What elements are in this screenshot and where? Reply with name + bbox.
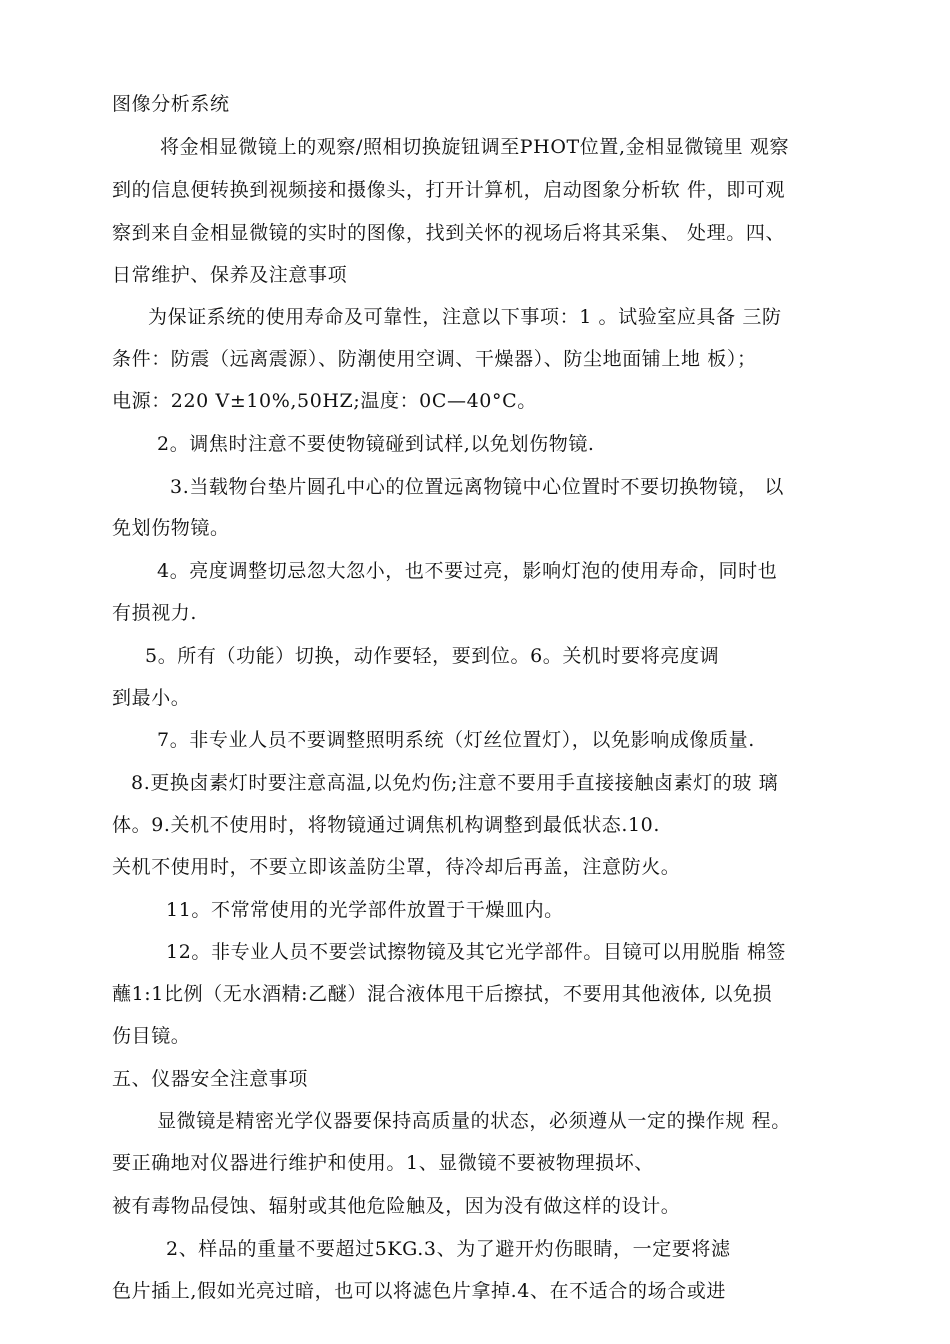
paragraph-line: 色片插上,假如光亮过暗，也可以将滤色片拿掉.4、在不适合的场合或进 (112, 1280, 726, 1302)
paragraph-line: 到最小。 (112, 687, 191, 709)
paragraph-line: 8.更换卤素灯时要注意高温,以免灼伤;注意不要用手直接接触卤素灯的玻 璃 (131, 772, 779, 794)
paragraph-line: 有损视力. (112, 602, 198, 624)
paragraph-line: 到的信息便转换到视频接和摄像头，打开计算机，启动图象分析软 件，即可观 (112, 179, 786, 201)
paragraph-line: 蘸1:1比例（无水酒精:乙醚）混合液体甩干后擦拭，不要用其他液体, 以免损 (112, 983, 773, 1005)
paragraph-line: 11。不常常使用的光学部件放置于干燥皿内。 (166, 899, 564, 921)
paragraph-line: 伤目镜。 (112, 1025, 191, 1047)
paragraph-line: 12。非专业人员不要尝试擦物镜及其它光学部件。目镜可以用脱脂 棉签 (166, 941, 787, 963)
paragraph-line: 7。非专业人员不要调整照明系统（灯丝位置灯），以免影响成像质量. (157, 729, 755, 751)
paragraph-line: 日常维护、保养及注意事项 (112, 264, 348, 286)
paragraph-line: 察到来自金相显微镜的实时的图像，找到关怀的视场后将其采集、 处理。四、 (112, 222, 786, 244)
paragraph-line: 为保证系统的使用寿命及可靠性，注意以下事项：1 。试验室应具备 三防 (148, 306, 782, 328)
paragraph-line: 2。调焦时注意不要使物镜碰到试样,以免划伤物镜. (157, 433, 595, 455)
paragraph-line: 显微镜是精密光学仪器要保持高质量的状态，必须遵从一定的操作规 程。 (157, 1110, 791, 1132)
paragraph-line: 3.当载物台垫片圆孔中心的位置远离物镜中心位置时不要切换物镜， 以 (170, 476, 784, 498)
paragraph-line: 4。亮度调整切忌忽大忽小，也不要过亮，影响灯泡的使用寿命，同时也 (157, 560, 778, 582)
paragraph-line: 电源：220 V±10%,50HZ;温度：0C—40°C。 (112, 390, 537, 412)
paragraph-line: 将金相显微镜上的观察/照相切换旋钮调至PHOT位置,金相显微镜里 观察 (160, 136, 790, 158)
paragraph-line: 要正确地对仪器进行维护和使用。1、显微镜不要被物理损坏、 (112, 1152, 654, 1174)
section-heading: 图像分析系统 (112, 93, 230, 115)
paragraph-line: 5。所有（功能）切换，动作要轻，要到位。6。关机时要将亮度调 (145, 645, 720, 667)
paragraph-line: 关机不使用时，不要立即该盖防尘罩，待冷却后再盖，注意防火。 (112, 856, 681, 878)
section-heading: 五、仪器安全注意事项 (112, 1068, 309, 1090)
paragraph-line: 免划伤物镜。 (112, 517, 230, 539)
paragraph-line: 条件：防震（远离震源）、防潮使用空调、干燥器）、防尘地面铺上地 板）； (112, 348, 757, 370)
paragraph-line: 被有毒物品侵蚀、辐射或其他危险触及，因为没有做这样的设计。 (112, 1195, 681, 1217)
paragraph-line: 2、样品的重量不要超过5KG.3、为了避开灼伤眼睛，一定要将滤 (166, 1238, 731, 1260)
paragraph-line: 体。9.关机不使用时，将物镜通过调焦机构调整到最低状态.10. (112, 814, 660, 836)
